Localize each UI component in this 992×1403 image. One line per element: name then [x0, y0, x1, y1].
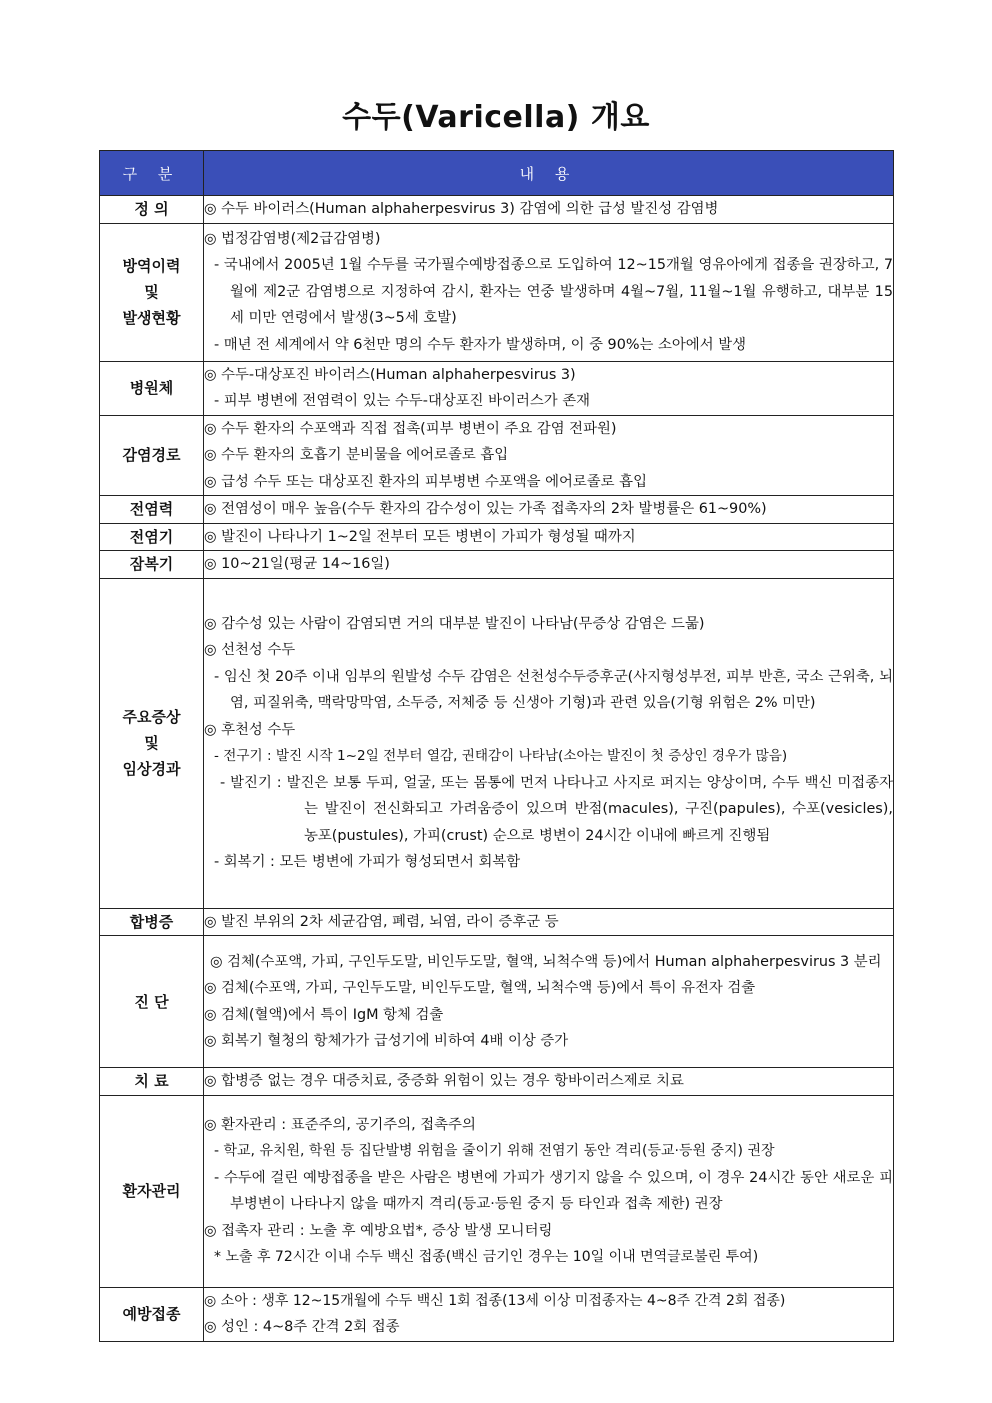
category-pathogen: 병원체 — [100, 361, 204, 415]
row-history — [100, 223, 894, 361]
row-transmission — [100, 415, 894, 496]
content-complications: ◎ 발진 부위의 2차 세균감염, 폐렴, 뇌염, 라이 증후군 등 — [204, 908, 894, 936]
row-definition — [100, 196, 894, 224]
category-contagious-period: 전염기 — [100, 523, 204, 551]
content-incubation: ◎ 10~21일(평균 14~16일) — [204, 551, 894, 579]
row-infectivity — [100, 496, 894, 524]
content-definition: ◎ 수두 바이러스(Human alphaherpesvirus 3) 감염에 의한 급성 발진성 감염병 — [204, 196, 894, 224]
content-vaccination: ◎ 소아 : 생후 12~15개월에 수두 백신 1회 접종(13세 이상 미접종자는 4~8주 간격 2회 접종) ◎ 성인 : 4~8주 간격 2회 접종 — [204, 1287, 894, 1341]
content-history: ◎ 법정감염병(제2급감염병) - 국내에서 2005년 1월 수두를 국가필수예방접종으로 도입하여 12~15개월 영유아에게 접종을 권장하고, 7월에 제2군 감염병으로 지정하여 감시, 환자는 연중 발생하며 4월~7월, 11월~1월 유행하고, 대부분 15세 미만 연령에서 발생(3~5세 호발) - 매년 전 세계에서 약 6천만 명의 수두 환자가 발생하며, 이 중 90%는 소아에서 발생 — [204, 223, 894, 361]
row-diagnosis — [100, 936, 894, 1068]
category-definition: 정 의 — [100, 196, 204, 224]
category-treatment: 치 료 — [100, 1068, 204, 1096]
header-content: 내 용 — [204, 151, 894, 196]
row-vaccination — [100, 1287, 894, 1341]
page-title: 수두(Varicella) 개요 — [342, 100, 650, 135]
content-symptoms: ◎ 감수성 있는 사람이 감염되면 거의 대부분 발진이 나타남(무증상 감염은 드묾) ◎ 선천성 수두 - 임신 첫 20주 이내 임부의 원발성 수두 감염은 선천성수두증후군(사지형성부전, 피부 반흔, 국소 근위축, 뇌염, 피질위축, 맥락망막염, 소두증, 저체중 등 신생아 기형)과 관련 있음(기형 위험은 2% 미만) ◎ 후천성 수두 - 전구기 : 발진 시작 1~2일 전부터 열감, 권태감이 나타남(소아는 발진이 첫 증상인 경우가 많음) - 발진기 : 발진은 보통 두피, 얼굴, 또는 몸통에 먼저 나타나고 사지로 퍼지는 양상이며, 수두 백신 미접종자는 발진이 전신화되고 가려움증이 있으며 반점(macules), 구진(papules), 수포(vesicles), 농포(pustules), 가피(crust) 순으로 병변이 24시간 이내에 빠르게 진행됨 - 회복기 : 모든 병변에 가피가 형성되면서 회복함 — [204, 578, 894, 908]
category-transmission: 감염경로 — [100, 415, 204, 496]
table-header-row — [100, 151, 894, 196]
content-patient-management: ◎ 환자관리 : 표준주의, 공기주의, 접촉주의 - 학교, 유치원, 학원 등 집단발병 위험을 줄이기 위해 전염기 동안 격리(등교·등원 중지) 권장 - 수두에 걸린 예방접종을 받은 사람은 병변에 가피가 생기지 않을 수 있으며, 이 경우 24시간 동안 새로운 피부병변이 나타나지 않을 때까지 격리(등교·등원 중지 등 타인과 접촉 제한) 권장 ◎ 접촉자 관리 : 노출 후 예방요법*, 증상 발생 모니터링 * 노출 후 72시간 이내 수두 백신 접종(백신 금기인 경우는 10일 이내 면역글로불린 투여) — [204, 1095, 894, 1287]
row-symptoms — [100, 578, 894, 908]
category-vaccination: 예방접종 — [100, 1287, 204, 1341]
category-history: 방역이력 및 발생현황 — [100, 223, 204, 361]
overview-table — [99, 150, 894, 1342]
row-treatment — [100, 1068, 894, 1096]
row-complications — [100, 908, 894, 936]
category-incubation: 잠복기 — [100, 551, 204, 579]
row-contagious-period — [100, 523, 894, 551]
category-symptoms: 주요증상 및 임상경과 — [100, 578, 204, 908]
category-diagnosis: 진 단 — [100, 936, 204, 1068]
category-patient-management: 환자관리 — [100, 1095, 204, 1287]
content-transmission: ◎ 수두 환자의 수포액과 직접 접촉(피부 병변이 주요 감염 전파원) ◎ 수두 환자의 호흡기 분비물을 에어로졸로 흡입 ◎ 급성 수두 또는 대상포진 환자의 피부병변 수포액을 에어로졸로 흡입 — [204, 415, 894, 496]
content-pathogen: ◎ 수두-대상포진 바이러스(Human alphaherpesvirus 3) - 피부 병변에 전염력이 있는 수두-대상포진 바이러스가 존재 — [204, 361, 894, 415]
content-diagnosis: ◎ 검체(수포액, 가피, 구인두도말, 비인두도말, 혈액, 뇌척수액 등)에서 Human alphaherpesvirus 3 분리 ◎ 검체(수포액, 가피, 구인두도말, 비인두도말, 혈액, 뇌척수액 등)에서 특이 유전자 검출 ◎ 검체(혈액)에서 특이 IgM 항체 검출 ◎ 회복기 혈청의 항체가가 급성기에 비하여 4배 이상 증가 — [204, 936, 894, 1068]
header-category: 구 분 — [100, 151, 204, 196]
content-infectivity: ◎ 전염성이 매우 높음(수두 환자의 감수성이 있는 가족 접촉자의 2차 발병률은 61~90%) — [204, 496, 894, 524]
content-contagious-period: ◎ 발진이 나타나기 1~2일 전부터 모든 병변이 가피가 형성될 때까지 — [204, 523, 894, 551]
content-treatment: ◎ 합병증 없는 경우 대증치료, 중증화 위험이 있는 경우 항바이러스제로 치료 — [204, 1068, 894, 1096]
row-pathogen — [100, 361, 894, 415]
row-patient-management — [100, 1095, 894, 1287]
row-incubation — [100, 551, 894, 579]
category-complications: 합병증 — [100, 908, 204, 936]
category-infectivity: 전염력 — [100, 496, 204, 524]
